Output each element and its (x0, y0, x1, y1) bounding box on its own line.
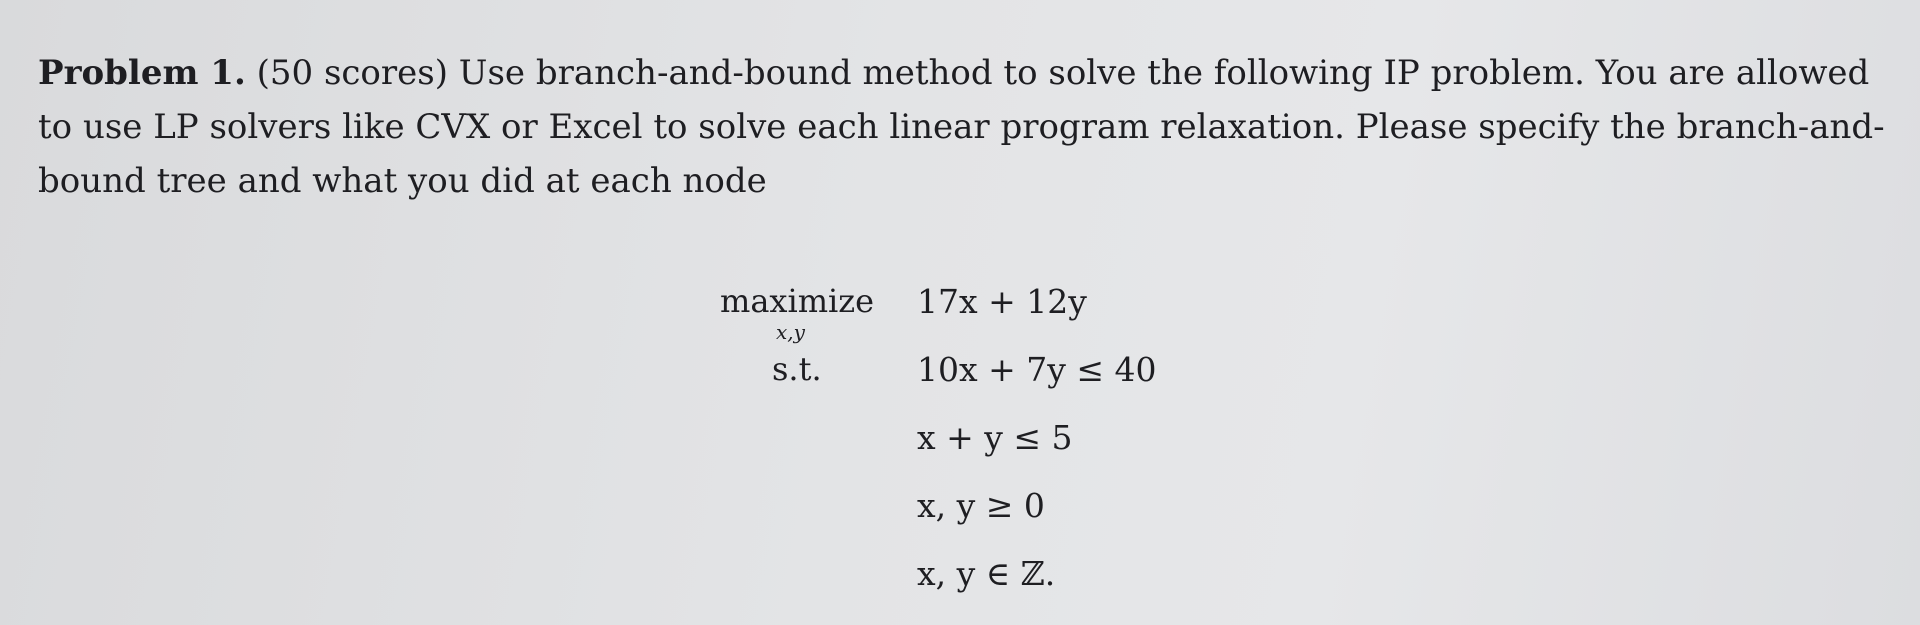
problem-line-3: bound tree and what you did at each node (38, 161, 767, 201)
objective-function: 17x + 12y (917, 282, 1087, 321)
constraint-4: x, y ∈ ℤ. (917, 554, 1056, 593)
maximize-label: maximize (720, 282, 875, 320)
st-label: s.t. (772, 350, 822, 388)
problem-line-2: to use LP solvers like CVX or Excel to solve each linear program relaxation. Please specify the branch-and- (38, 107, 1885, 147)
problem-line-1 (38, 46, 1870, 100)
constraint-2: x + y ≤ 5 (917, 418, 1073, 457)
problem-statement (38, 46, 1885, 208)
maximize-variables: x,y (776, 320, 805, 344)
problem-line-1-text: (50 scores) Use branch-and-bound method to solve the following IP problem. You are allowed (245, 53, 1870, 93)
constraint-3: x, y ≥ 0 (917, 486, 1045, 525)
problem-heading: Problem 1. (38, 53, 246, 93)
constraint-1: 10x + 7y ≤ 40 (917, 350, 1157, 389)
